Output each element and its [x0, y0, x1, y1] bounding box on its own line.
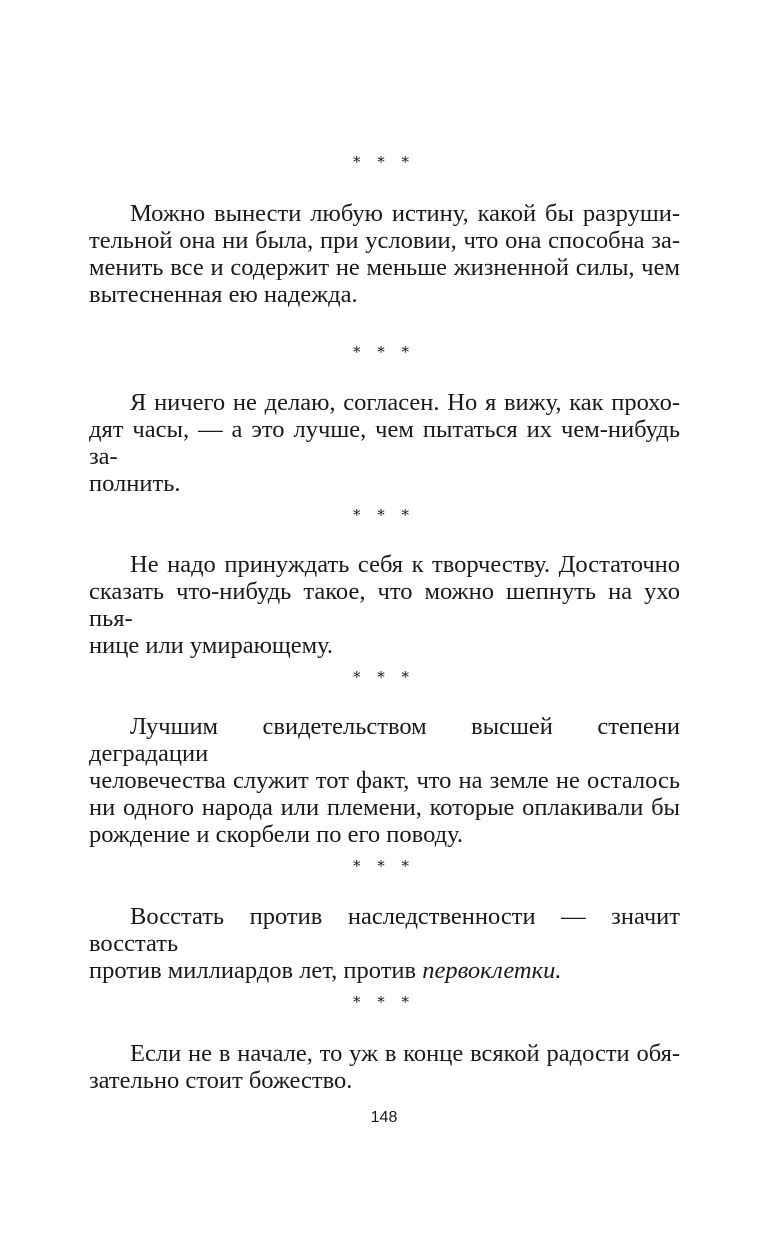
text-line: дят часы, — а это лучше, чем пытаться их чем-нибудь за- — [89, 416, 680, 470]
text-line: сказать что-нибудь такое, что можно шепнуть на ухо пья- — [89, 578, 680, 632]
aphorism-paragraph — [89, 1040, 680, 1094]
text-line: менить все и содержит не меньше жизненной силы, чем — [89, 254, 680, 281]
text-line: зательно стоит божество. — [89, 1067, 353, 1094]
text-line: нице или умирающему. — [89, 632, 334, 659]
text-line: Если не в начале, то уж в конце всякой радости обя- — [130, 1040, 680, 1067]
text-line: вытесненная ею надежда. — [89, 281, 358, 308]
text-line — [89, 957, 680, 984]
section-separator: * * * — [352, 668, 416, 686]
text-line: ни одного народа или племени, которые оплакивали бы — [89, 794, 680, 821]
text-line: Не надо принуждать себя к творчеству. Достаточно — [130, 551, 680, 578]
text-line: тельной она ни была, при условии, что она способна за- — [89, 227, 680, 254]
text-line: Восстать против наследственности — значит восстать — [89, 903, 680, 957]
aphorism-paragraph — [89, 389, 680, 497]
text-line: Я ничего не делаю, согласен. Но я вижу, как прохо- — [130, 389, 680, 416]
aphorism-paragraph — [89, 200, 680, 308]
section-separator: * * * — [352, 153, 416, 171]
text-line: Можно вынести любую истину, какой бы разруши- — [130, 200, 680, 227]
aphorism-paragraph — [89, 903, 680, 984]
page-number: 148 — [370, 1109, 398, 1126]
text-line: рождение и скорбели по его поводу. — [89, 821, 463, 848]
section-separator: * * * — [352, 343, 416, 361]
section-separator: * * * — [352, 857, 416, 875]
text-line: человечества служит тот факт, что на земле не осталось — [89, 767, 680, 794]
aphorism-paragraph — [89, 713, 680, 848]
section-separator: * * * — [352, 993, 416, 1011]
text-fragment: против миллиардов лет, против — [89, 957, 423, 984]
emphasized-word: первоклетки. — [422, 957, 562, 984]
aphorism-paragraph — [89, 551, 680, 659]
text-line: Лучшим свидетельством высшей степени деградации — [89, 713, 680, 767]
section-separator: * * * — [352, 506, 416, 524]
text-line: полнить. — [89, 470, 181, 497]
